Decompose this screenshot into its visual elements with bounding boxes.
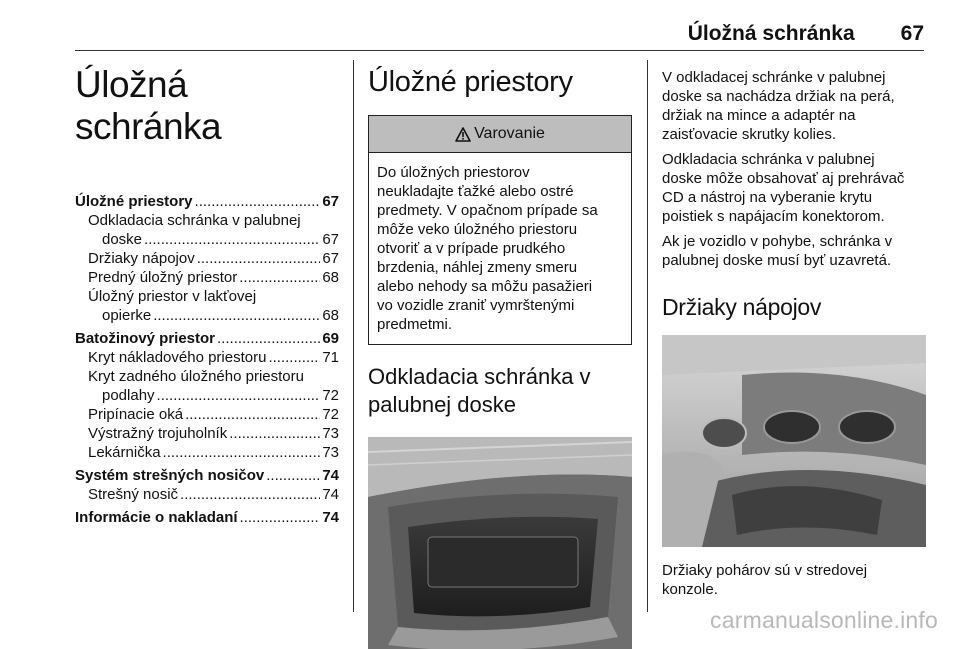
warning-line: brzdenia, náhlej zmeny smeru — [377, 259, 578, 276]
toc-column — [75, 60, 339, 527]
toc-leader-dots — [239, 268, 320, 287]
column-divider-2 — [647, 60, 648, 612]
toc-entry-page: 73 — [322, 444, 339, 461]
warning-line: môže veko úložného priestoru — [377, 221, 578, 238]
glovebox-paragraph: Odkladacia schránka v palubnej doske môže obsahovať aj prehrávač CD a nástroj na vyberanie krytu poistiek s napájacím konektorom. — [662, 151, 905, 225]
toc-sub-entry[interactable] — [75, 249, 339, 268]
toc-leader-dots — [153, 306, 320, 325]
toc-sub-entry[interactable] — [75, 268, 339, 287]
toc-entry-page: 67 — [322, 250, 339, 267]
column-divider-1 — [353, 60, 354, 612]
toc-sub-entry[interactable] — [75, 306, 339, 325]
toc-entry-title: Výstražný trojuholník — [88, 425, 228, 442]
toc-entry-page: 67 — [322, 193, 339, 210]
glovebox-heading — [368, 363, 632, 419]
toc-leader-dots — [229, 424, 320, 443]
chapter-title: Úložná schránka — [75, 64, 222, 147]
toc-entry-page: 72 — [322, 406, 339, 423]
text-column — [662, 60, 928, 605]
toc-leader-dots — [217, 329, 320, 348]
toc-entry-page: 68 — [322, 307, 339, 324]
toc-entry-page: 68 — [322, 269, 339, 286]
toc-entry-text: Kryt zadného úložného priestoru — [88, 368, 304, 385]
toc-entry-title: Kryt nákladového priestoru — [88, 349, 267, 366]
toc-entry-page: 73 — [322, 425, 339, 442]
warning-line: neukladajte ťažké alebo ostré — [377, 183, 574, 200]
toc-entry-page: 71 — [322, 349, 339, 366]
glovebox-photo — [368, 437, 632, 649]
glovebox-paragraph: Ak je vozidlo v pohybe, schránka v palubnej doske musí byť uzavretá. — [662, 233, 893, 269]
toc-main-entry[interactable] — [75, 508, 339, 527]
warning-header — [369, 116, 631, 153]
running-header — [688, 22, 924, 46]
watermark: carmanualsonline.info — [710, 607, 938, 633]
toc-entry-page: 72 — [322, 387, 339, 404]
toc-sub-entry[interactable] — [75, 424, 339, 443]
toc-entry-page: 67 — [322, 231, 339, 248]
warning-line: alebo nehody sa môžu pasažieri — [377, 278, 593, 295]
running-header-title: Úložná schránka — [687, 22, 855, 45]
warning-box — [368, 115, 632, 345]
toc-leader-dots — [266, 466, 320, 485]
warning-line: vo vozidle zraniť vymrštenými — [377, 297, 575, 314]
toc-leader-dots — [195, 192, 321, 211]
toc-entry-title: Pripínacie oká — [88, 406, 184, 423]
warning-line: predmetmi. — [377, 316, 453, 333]
toc-entry-title: doske — [102, 231, 143, 248]
toc-entry-title: Systém strešných nosičov — [75, 467, 265, 484]
toc-sub-entry[interactable] — [75, 405, 339, 424]
toc-entry-text: Úložný priestor v lakťovej — [88, 288, 257, 305]
toc-entry-title: Držiaky nápojov — [88, 250, 195, 267]
toc-sub-entry[interactable] — [75, 386, 339, 405]
toc-leader-dots — [197, 249, 321, 268]
toc-entry-text: Odkladacia schránka v palubnej — [88, 212, 301, 229]
table-of-contents — [75, 192, 339, 527]
toc-entry-title: Úložné priestory — [75, 193, 193, 210]
warning-text — [369, 153, 631, 344]
toc-leader-dots — [163, 443, 321, 462]
toc-entry-page: 74 — [322, 486, 339, 503]
warning-triangle-icon — [455, 127, 471, 142]
glovebox-heading-line: Odkladacia schránka v — [368, 364, 591, 389]
warning-label: Varovanie — [474, 125, 545, 142]
toc-sub-entry[interactable] — [75, 348, 339, 367]
cupholders-heading: Držiaky nápojov — [662, 294, 822, 320]
cupholders-photo — [662, 335, 926, 547]
toc-leader-dots — [185, 405, 320, 424]
toc-sub-entry[interactable] — [75, 230, 339, 249]
toc-sub-entry[interactable] — [75, 443, 339, 462]
toc-entry-title: Informácie o nakladaní — [75, 509, 238, 526]
toc-entry-page: 74 — [322, 467, 339, 484]
toc-entry-page: 69 — [322, 330, 339, 347]
toc-leader-dots — [144, 230, 320, 249]
toc-main-entry[interactable] — [75, 329, 339, 348]
warning-line: otvoriť a v prípade prudkého — [377, 240, 566, 257]
toc-entry-title: Batožinový priestor — [75, 330, 216, 347]
header-rule — [75, 50, 924, 51]
toc-main-entry[interactable] — [75, 466, 339, 485]
glovebox-paragraph: V odkladacej schránke v palubnej doske sa nachádza držiak na perá, držiak na mince a adaptér na zaisťovacie skrutky kolies. — [662, 69, 895, 143]
toc-entry-title: Predný úložný priestor — [88, 269, 238, 286]
toc-leader-dots — [157, 386, 321, 405]
toc-leader-dots — [268, 348, 320, 367]
cupholders-caption: Držiaky pohárov sú v stredovej konzole. — [662, 562, 868, 598]
toc-entry-page: 74 — [322, 509, 339, 526]
toc-entry-title: podlahy — [102, 387, 155, 404]
toc-main-entry[interactable] — [75, 192, 339, 211]
toc-entry-title: Lekárnička — [88, 444, 161, 461]
toc-sub-entry[interactable] — [75, 485, 339, 504]
toc-entry-title: Strešný nosič — [88, 486, 179, 503]
glovebox-heading-line: palubnej doske — [368, 392, 517, 417]
page-number: 67 — [900, 22, 924, 45]
section-title: Úložné priestory — [368, 66, 573, 98]
storage-column — [368, 60, 632, 649]
toc-leader-dots — [180, 485, 320, 504]
toc-leader-dots — [240, 508, 321, 527]
toc-entry-title: opierke — [102, 307, 152, 324]
warning-line: Do úložných priestorov — [377, 164, 530, 181]
warning-line: predmety. V opačnom prípade sa — [377, 202, 598, 219]
